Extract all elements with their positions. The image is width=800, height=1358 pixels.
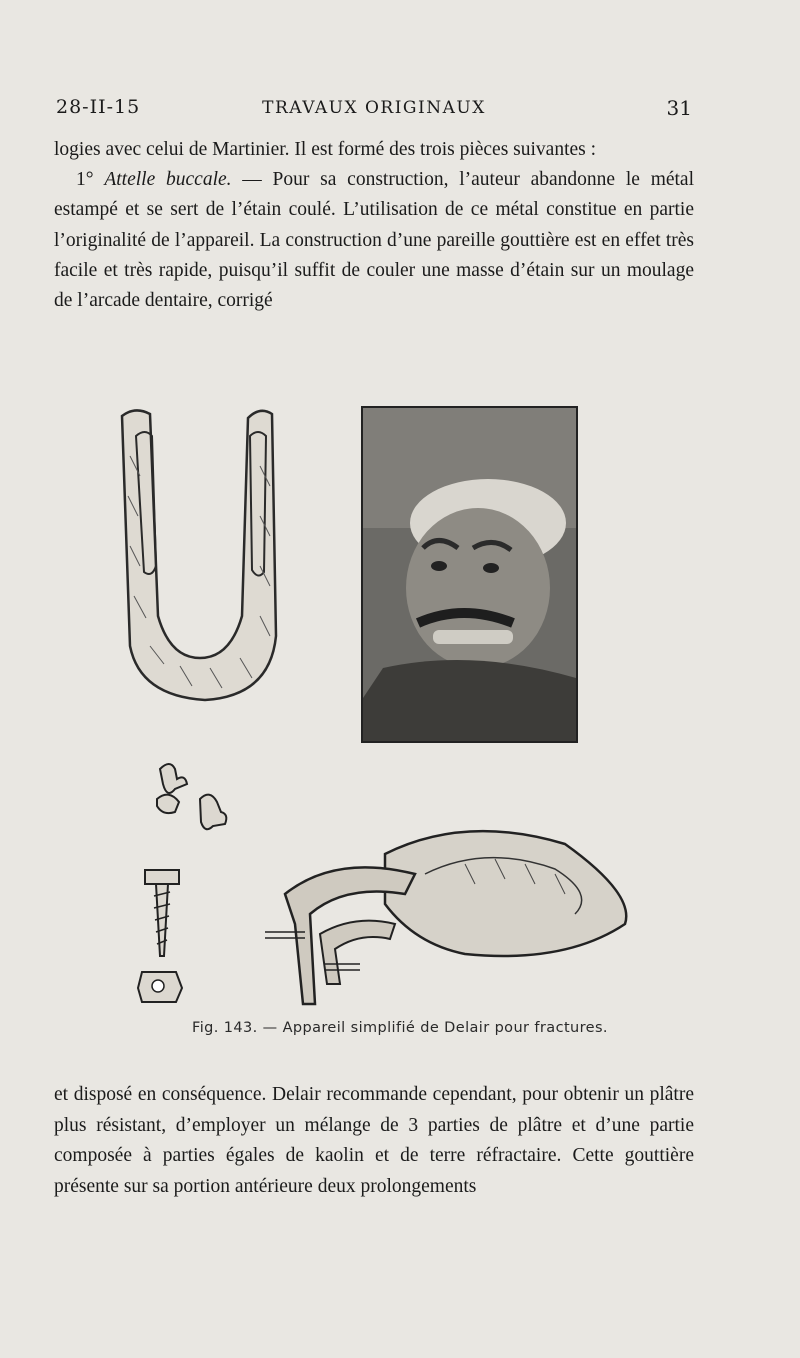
item-title: Attelle buccale. [104, 169, 232, 191]
body-text-bottom [54, 1080, 694, 1202]
item-text: — Pour sa construction, l’auteur abandonne le métal estampé et se sert de l’étain coulé. L’utilisation de ce métal constitue en partie l’originalité de l’appareil. La construction d’une pareille gouttière est en effet très facile et très rapide, puisqu’il suffit de couler une masse d’étain sur un moulage de l’arcade dentaire, corrigé [54, 169, 695, 312]
patient-photograph [361, 406, 578, 743]
header-title: TRAVAUX ORIGINAUX [262, 98, 486, 118]
item-number: 1° [76, 169, 94, 191]
tray-assembly-drawing [265, 814, 645, 1014]
body-text-top [54, 135, 694, 316]
running-header [56, 96, 692, 126]
figure-caption: Fig. 143. — Appareil simplifié de Delair pour fractures. [192, 1020, 608, 1036]
paragraph-2 [54, 165, 694, 316]
patient-portrait [363, 408, 576, 741]
wing-nut-drawing [145, 754, 235, 854]
figure-143 [100, 396, 700, 1024]
screw-drawing [140, 868, 190, 978]
paragraph-1: logies avec celui de Martinier. Il est formé des trois pièces suivantes : [54, 139, 597, 160]
nut-drawing [136, 968, 196, 1008]
paragraph-3: et disposé en conséquence. Delair recommande cependant, pour obtenir un plâtre plus résistant, d’employer un mélange de 3 parties de plâtre et d’une partie composée à parties égales de kaolin et de terre réfractaire. Cette gouttière présente sur sa portion antérieure deux prolongements [54, 1084, 694, 1197]
splint-drawing [100, 396, 300, 716]
page-number: 31 [666, 96, 692, 120]
header-reference: 28-II-15 [56, 96, 141, 118]
